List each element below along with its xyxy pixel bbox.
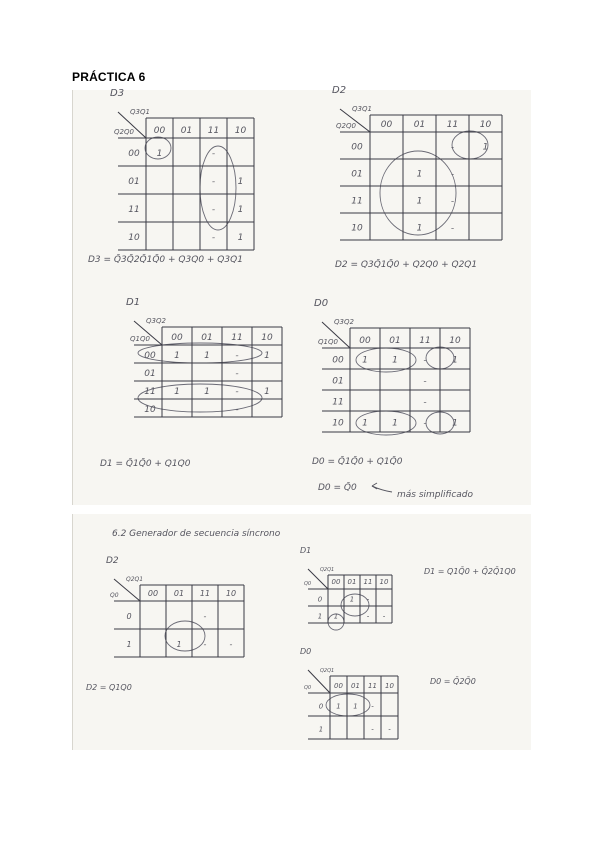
kmap-cell: - <box>450 223 455 234</box>
kmap-cell: 1 <box>174 351 180 361</box>
kmap-cell: 1 <box>176 640 182 649</box>
kmap-row-header: 1 <box>126 640 132 649</box>
kmap-cell: 1 <box>333 612 339 621</box>
kmap-d2 <box>332 85 502 240</box>
kmap-col-header: 00 <box>147 589 159 598</box>
kmap-corner-left: Q0 <box>304 685 312 691</box>
kmap-cell: 1 <box>416 196 423 207</box>
equation-d0-simplified: D0 = Q̄0 <box>318 483 357 493</box>
kmap-col-header: 11 <box>368 682 377 690</box>
kmap-d1 <box>126 297 282 417</box>
kmap-cell: 1 <box>353 702 358 711</box>
kmap-corner-left: Q1Q0 <box>318 338 338 346</box>
equation-seq-d2: D2 = Q1Q0 <box>86 683 132 692</box>
kmap-corner-left: Q2Q0 <box>336 122 356 130</box>
kmap-row-header: 00 <box>128 149 140 159</box>
kmap-corner-top: Q3Q1 <box>352 105 372 113</box>
kmap-col-header: 10 <box>261 333 273 343</box>
kmap-col-header: 00 <box>153 126 166 136</box>
kmap-col-header: 10 <box>479 120 492 130</box>
kmap-cell: 1 <box>237 205 244 215</box>
kmap-name: D3 <box>110 88 125 99</box>
simplification-arrow <box>372 486 392 492</box>
kmap-cell: - <box>366 612 370 621</box>
kmap-row-header: 00 <box>144 351 156 361</box>
kmap-corner-left: Q2Q0 <box>114 128 134 136</box>
kmap-col-header: 10 <box>379 578 389 586</box>
kmap-cell: 1 <box>204 387 210 397</box>
kmap-cell: - <box>388 725 391 734</box>
kmap-cell: 1 <box>362 355 368 366</box>
equation-d1: D1 = Q̄1Q̄0 + Q1Q0 <box>100 459 191 469</box>
kmap-cell: 1 <box>416 223 423 234</box>
kmap-cell: - <box>450 169 455 180</box>
kmap-col-header: 11 <box>199 589 211 598</box>
kmap-cell: - <box>423 355 427 366</box>
section-heading: 6.2 Generador de secuencia síncrono <box>112 529 281 539</box>
kmap-cell: 1 <box>452 355 458 366</box>
kmap-row-header: 11 <box>144 387 156 397</box>
equation-d2: D2 = Q3Q̄1Q̄0 + Q2Q0 + Q2Q1 <box>335 260 478 270</box>
equation-d3: D3 = Q̄3Q̄2Q̄1Q̄0 + Q3Q0 + Q3Q1 <box>88 255 243 265</box>
kmap-col-header: 00 <box>359 336 371 346</box>
kmap-row-header: 00 <box>332 355 344 366</box>
kmap-row-header: 10 <box>128 233 140 243</box>
kmap-cell: 1 <box>174 387 180 397</box>
kmap-row-header: 0 <box>126 612 132 621</box>
kmap-row-header: 1 <box>317 612 323 621</box>
kmap-seq-d2 <box>106 556 244 657</box>
kmap-name: D0 <box>314 298 329 309</box>
kmap-col-header: 00 <box>334 682 343 690</box>
kmap-name: D2 <box>106 556 119 566</box>
kmap-row-header: 10 <box>351 223 363 234</box>
kmap-col-header: 10 <box>449 336 461 346</box>
kmap-cell: - <box>366 595 370 604</box>
kmap-col-header: 11 <box>363 578 373 586</box>
kmap-cell: 1 <box>392 355 398 366</box>
kmap-col-header: 01 <box>389 336 401 346</box>
kmap-cell: - <box>423 397 427 408</box>
kmap-name: D1 <box>126 297 141 308</box>
kmap-cell: 1 <box>392 418 398 429</box>
kmap-row-header: 1 <box>318 725 324 734</box>
kmap-row-header: 10 <box>332 418 344 429</box>
kmap-cell: - <box>229 640 233 649</box>
kmap-cell: - <box>423 418 427 429</box>
kmap-row-header: 01 <box>128 177 140 187</box>
kmap-cell: - <box>235 369 239 379</box>
kmap-row-header: 11 <box>332 397 344 408</box>
kmap-col-header: 11 <box>207 126 220 136</box>
kmap-corner-top: Q3Q1 <box>130 108 150 116</box>
kmap-col-header: 01 <box>347 578 357 586</box>
kmap-col-header: 11 <box>446 120 459 130</box>
kmap-col-header: 00 <box>380 120 393 130</box>
kmap-seq-d0 <box>300 647 398 739</box>
kmap-row-header: 0 <box>318 702 324 711</box>
kmap-cell: 1 <box>204 351 210 361</box>
kmap-corner-top: Q2Q1 <box>126 576 144 583</box>
kmap-col-header: 10 <box>234 126 247 136</box>
kmap-d3 <box>110 88 254 250</box>
equation-seq-d1: D1 = Q1Q̄0 + Q̄2Q̄1Q0 <box>424 567 516 576</box>
kmap-col-header: 11 <box>231 333 243 343</box>
kmap-cell: 1 <box>482 142 489 153</box>
kmap-name: D0 <box>300 647 312 656</box>
kmap-name: D1 <box>300 546 312 555</box>
kmap-corner-top: Q2Q1 <box>320 567 335 573</box>
kmap-cell: - <box>382 612 386 621</box>
kmap-corner-top: Q3Q2 <box>146 317 166 325</box>
kmap-row-header: 01 <box>351 169 363 180</box>
page-title: PRÁCTICA 6 <box>72 70 146 84</box>
kmap-cell: - <box>423 376 427 387</box>
kmap-cell: - <box>203 612 207 621</box>
kmap-row-header: 01 <box>332 376 344 387</box>
kmap-cell: - <box>450 196 455 207</box>
kmap-corner-top: Q2Q1 <box>320 668 335 674</box>
kmap-cell: - <box>211 233 216 243</box>
kmap-col-header: 01 <box>180 126 193 136</box>
kmap-cell: 1 <box>156 149 163 159</box>
kmap-cell: 1 <box>237 233 244 243</box>
kmap-row-header: 11 <box>128 205 140 215</box>
equation-d0: D0 = Q̄1Q̄0 + Q1Q̄0 <box>312 457 403 467</box>
kmap-corner-left: Q0 <box>110 592 119 599</box>
kmap-col-header: 10 <box>225 589 237 598</box>
kmap-row-header: 11 <box>351 196 363 207</box>
kmap-col-header: 10 <box>385 682 394 690</box>
kmap-corner-left: Q1Q0 <box>130 335 150 343</box>
kmap-corner-left: Q0 <box>304 581 312 587</box>
kmap-d0 <box>314 298 470 432</box>
kmap-cell: 1 <box>416 169 423 180</box>
kmap-row-header: 01 <box>144 369 156 379</box>
equation-seq-d0: D0 = Q̄2Q̄0 <box>430 677 476 686</box>
kmap-col-header: 00 <box>171 333 183 343</box>
kmap-col-header: 01 <box>413 120 426 130</box>
kmap-col-header: 00 <box>331 578 341 586</box>
kmap-cell: - <box>203 640 207 649</box>
kmap-cell: 1 <box>264 351 270 361</box>
kmap-col-header: 01 <box>201 333 213 343</box>
kmap-row-header: 00 <box>351 142 363 153</box>
kmap-cell: 1 <box>264 387 270 397</box>
simplification-note: más simplificado <box>397 490 473 500</box>
kmap-cell: - <box>371 702 374 711</box>
kmap-cell: - <box>211 177 216 187</box>
kmap-row-header: 0 <box>317 595 323 604</box>
kmap-name: D2 <box>332 85 347 96</box>
kmap-cell: - <box>371 725 374 734</box>
kmap-seq-d1 <box>300 546 392 623</box>
kmap-row-header: 10 <box>144 405 156 415</box>
kmap-cell: 1 <box>362 418 368 429</box>
kmap-cell: 1 <box>237 177 244 187</box>
kmap-cell: 1 <box>452 418 458 429</box>
kmap-cell: - <box>211 149 216 159</box>
kmap-col-header: 11 <box>419 336 431 346</box>
kmap-cell: - <box>211 205 216 215</box>
kmap-cell: - <box>235 351 239 361</box>
kmap-cell: 1 <box>336 702 341 711</box>
kmap-cell: 1 <box>349 595 355 604</box>
kmap-col-header: 01 <box>351 682 360 690</box>
kmap-cell: - <box>235 405 239 415</box>
kmap-corner-top: Q3Q2 <box>334 318 354 326</box>
kmap-cell: - <box>235 387 239 397</box>
kmap-cell: - <box>450 142 455 153</box>
kmap-col-header: 01 <box>173 589 185 598</box>
